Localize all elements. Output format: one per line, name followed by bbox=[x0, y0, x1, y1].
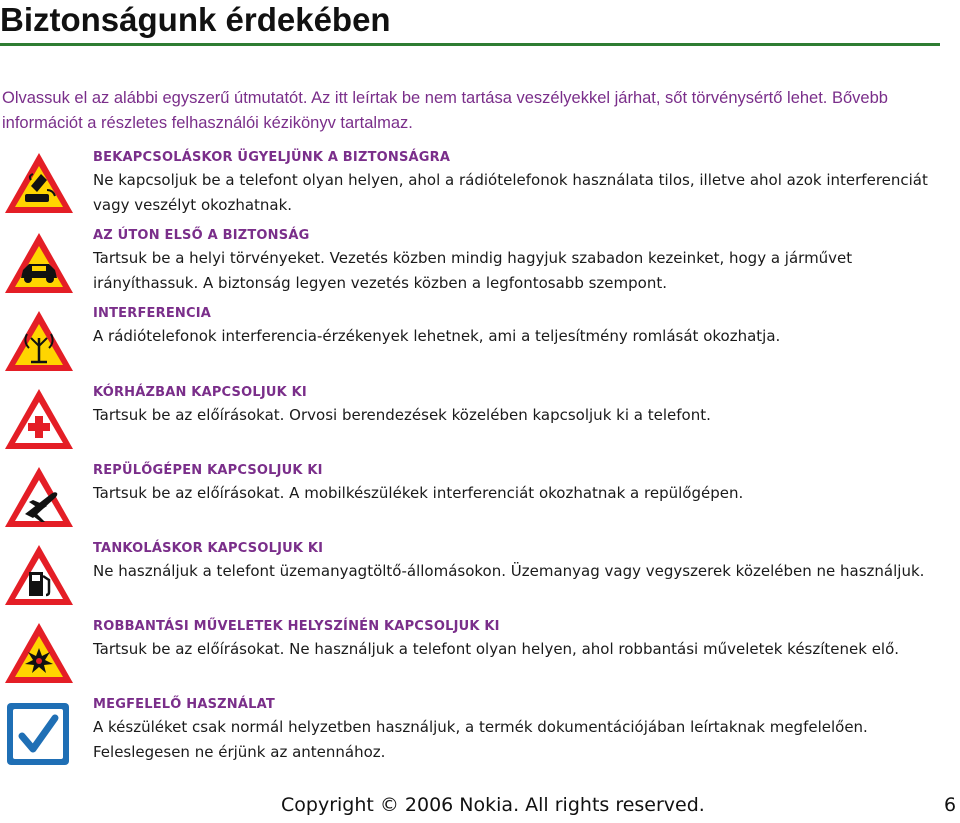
airplane-warning-icon bbox=[3, 464, 75, 530]
section-heading: REPÜLŐGÉPEN KAPCSOLJUK KI bbox=[93, 463, 323, 478]
section-text: Tartsuk be az előírásokat. Ne használjuk a telefont olyan helyen, ahol robbantási műveletek készítenek elő. bbox=[93, 640, 900, 658]
explosion-warning-icon bbox=[3, 620, 75, 686]
safety-section-road bbox=[93, 226, 943, 296]
section-heading: MEGFELELŐ HASZNÁLAT bbox=[93, 697, 275, 712]
section-heading: INTERFERENCIA bbox=[93, 306, 212, 321]
safety-section-switch-on bbox=[93, 148, 943, 218]
section-heading: TANKOLÁSKOR KAPCSOLJUK KI bbox=[93, 541, 324, 556]
page-footer bbox=[0, 792, 960, 822]
page-number: 6 bbox=[944, 794, 957, 816]
phone-switch-on-warning-icon bbox=[3, 150, 75, 216]
safety-section-blasting bbox=[93, 617, 943, 662]
copyright-notice: Copyright © 2006 Nokia. All rights reserved. bbox=[281, 794, 705, 816]
car-warning-icon bbox=[3, 230, 75, 296]
intro-paragraph: Olvassuk el az alábbi egyszerű útmutatót. Az itt leírtak be nem tartása veszélyekkel járhat, sőt törvénysértő lehet. Bővebb információt a részletes felhasználói kézikönyv tartalmaz. bbox=[2, 89, 888, 132]
section-text: A rádiótelefonok interferencia-érzékenyek lehetnek, ami a teljesítmény romlását okozhatja. bbox=[93, 327, 781, 345]
fuel-pump-warning-icon bbox=[3, 542, 75, 608]
section-text: A készüléket csak normál helyzetben használjuk, a termék dokumentációjában leírtaknak megfelelően. Feleslegesen ne érjünk az antennához. bbox=[93, 718, 868, 761]
section-text: Tartsuk be az előírásokat. A mobilkészülékek interferenciát okozhatnak a repülőgépen. bbox=[93, 484, 744, 502]
section-heading: ROBBANTÁSI MŰVELETEK HELYSZÍNÉN KAPCSOLJUK KI bbox=[93, 619, 500, 634]
section-heading: BEKAPCSOLÁSKOR ÜGYELJÜNK A BIZTONSÁGRA bbox=[93, 150, 451, 165]
checkmark-icon bbox=[6, 702, 70, 766]
interference-warning-icon bbox=[3, 308, 75, 374]
section-text: Tartsuk be az előírásokat. Orvosi berendezések közelében kapcsoljuk ki a telefont. bbox=[93, 406, 711, 424]
section-text: Tartsuk be a helyi törvényeket. Vezetés közben mindig hagyjuk szabadon kezeinket, hogy a járművet irányíthassuk. A biztonság legyen vezetés közben a legfontosabb szempont. bbox=[93, 249, 853, 292]
page-title: Biztonságunk érdekében bbox=[0, 1, 391, 38]
safety-section-proper-use bbox=[93, 695, 943, 765]
safety-section-aircraft bbox=[93, 461, 943, 506]
safety-section-hospital bbox=[93, 383, 943, 428]
section-heading: KÓRHÁZBAN KAPCSOLJUK KI bbox=[93, 385, 307, 400]
section-text: Ne kapcsoljuk be a telefont olyan helyen, ahol a rádiótelefonok használata tilos, illetve ahol azok interferenciát vagy veszélyt okozhatnak. bbox=[93, 171, 928, 214]
title-divider bbox=[0, 43, 940, 46]
safety-section-refuelling bbox=[93, 539, 943, 584]
section-heading: AZ ÚTON ELSŐ A BIZTONSÁG bbox=[93, 228, 310, 243]
hospital-cross-warning-icon bbox=[3, 386, 75, 452]
section-text: Ne használjuk a telefont üzemanyagtöltő-állomásokon. Üzemanyag vagy vegyszerek közelében ne használjuk. bbox=[93, 562, 925, 580]
safety-section-interference bbox=[93, 304, 943, 349]
